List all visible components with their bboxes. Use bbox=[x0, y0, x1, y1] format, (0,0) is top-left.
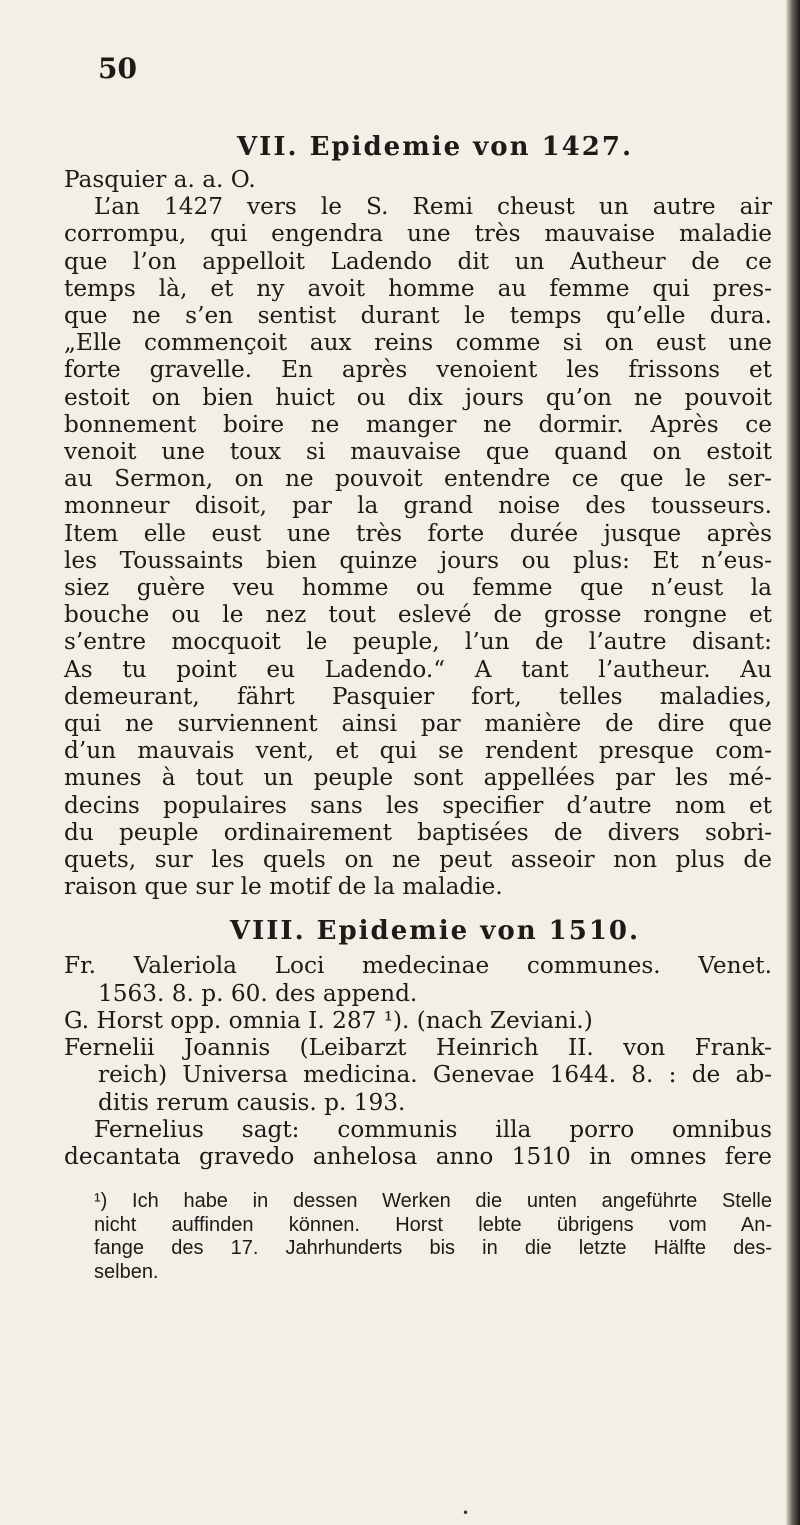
text-line: bouche ou le nez tout eslevé de grosse rongne et bbox=[64, 601, 772, 629]
printer-mark: • bbox=[462, 1506, 470, 1520]
text-line: que ne s’en sentist durant le temps qu’elle dura. bbox=[64, 302, 772, 330]
text-line: corrompu, qui engendra une très mauvaise maladie bbox=[64, 220, 772, 248]
text-line: demeurant, fährt Pasquier fort, telles maladies, bbox=[64, 682, 772, 710]
text-line: s’entre mocquoit le peuple, l’un de l’autre disant: bbox=[64, 628, 772, 656]
text-line: Item elle eust une très forte durée jusque après bbox=[64, 519, 772, 547]
text-line: du peuple ordinairement baptisées de divers sobri- bbox=[64, 818, 772, 846]
text-line: munes à tout un peuple sont appellées par les mé- bbox=[64, 764, 772, 792]
text-line: venoit une toux si mauvaise que quand on estoit bbox=[64, 438, 772, 466]
text-line: forte gravelle. En après venoient les frissons et bbox=[64, 356, 772, 384]
text-line: monneur disoit, par la grand noise des tousseurs. bbox=[64, 492, 772, 520]
text-line: Fernelius sagt: communis illa porro omnibus bbox=[94, 1115, 772, 1143]
text-line: d’un mauvais vent, et qui se rendent presque com- bbox=[64, 737, 772, 765]
text-line: qui ne surviennent ainsi par manière de dire que bbox=[64, 710, 772, 738]
bibliography-entry: Fr. Valeriola Loci medecinae communes. Venet. bbox=[64, 952, 772, 980]
text-line: bonnement boire ne manger ne dormir. Après ce bbox=[64, 410, 772, 438]
page-edge-shadow bbox=[786, 0, 800, 1525]
page-number: 50 bbox=[98, 52, 137, 85]
footnote bbox=[64, 1190, 772, 1284]
footnote-line: selben. bbox=[94, 1260, 159, 1283]
text-line: „Elle commençoit aux reins comme si on eust une bbox=[64, 329, 772, 357]
footnote-line: ¹) Ich habe in dessen Werken die unten angeführte Stelle bbox=[94, 1190, 772, 1213]
bibliography-entry: G. Horst opp. omnia I. 287 ¹). (nach Zeviani.) bbox=[64, 1006, 593, 1034]
footnote-line: nicht auffinden können. Horst lebte übrigens vom An- bbox=[94, 1213, 772, 1236]
text-line: As tu point eu Ladendo.“ A tant l’autheur. Au bbox=[64, 655, 772, 683]
bibliography-entry-continued: reich) Universa medicina. Genevae 1644. 8. : de ab- bbox=[98, 1061, 772, 1089]
text-line: que l’on appelloit Ladendo dit un Autheur de ce bbox=[64, 247, 772, 275]
bibliography-entry-continued: 1563. 8. p. 60. des append. bbox=[98, 979, 418, 1007]
footnote-line: fange des 17. Jahrhunderts bis in die letzte Hälfte des- bbox=[94, 1237, 772, 1260]
text-line: quets, sur les quels on ne peut asseoir non plus de bbox=[64, 846, 772, 874]
section-heading-vii: VII. Epidemie von 1427. bbox=[237, 132, 633, 162]
text-line: decantata gravedo anhelosa anno 1510 in omnes fere bbox=[64, 1142, 772, 1170]
text-line: estoit on bien huict ou dix jours qu’on ne pouvoit bbox=[64, 383, 772, 411]
text-line: raison que sur le motif de la maladie. bbox=[64, 873, 503, 901]
section-viii-text bbox=[64, 952, 772, 1170]
bibliography-entry: Fernelii Joannis (Leibarzt Heinrich II. von Frank- bbox=[64, 1034, 772, 1062]
bibliography-entry-continued: ditis rerum causis. p. 193. bbox=[98, 1088, 406, 1116]
text-line: decins populaires sans les specifier d’autre nom et bbox=[64, 791, 772, 819]
text-line: temps là, et ny avoit homme au femme qui pres- bbox=[64, 274, 772, 302]
text-line: L’an 1427 vers le S. Remi cheust un autre air bbox=[94, 193, 772, 221]
section-vii-text bbox=[64, 166, 772, 900]
page-body bbox=[64, 130, 772, 1284]
source-reference: Pasquier a. a. O. bbox=[64, 166, 256, 193]
text-line: siez guère veu homme ou femme que n’eust la bbox=[64, 574, 772, 602]
text-line: au Sermon, on ne pouvoit entendre ce que le ser- bbox=[64, 465, 772, 493]
section-heading-viii: VIII. Epidemie von 1510. bbox=[229, 916, 641, 947]
text-line: les Toussaints bien quinze jours ou plus: Et n’eus- bbox=[64, 546, 772, 574]
